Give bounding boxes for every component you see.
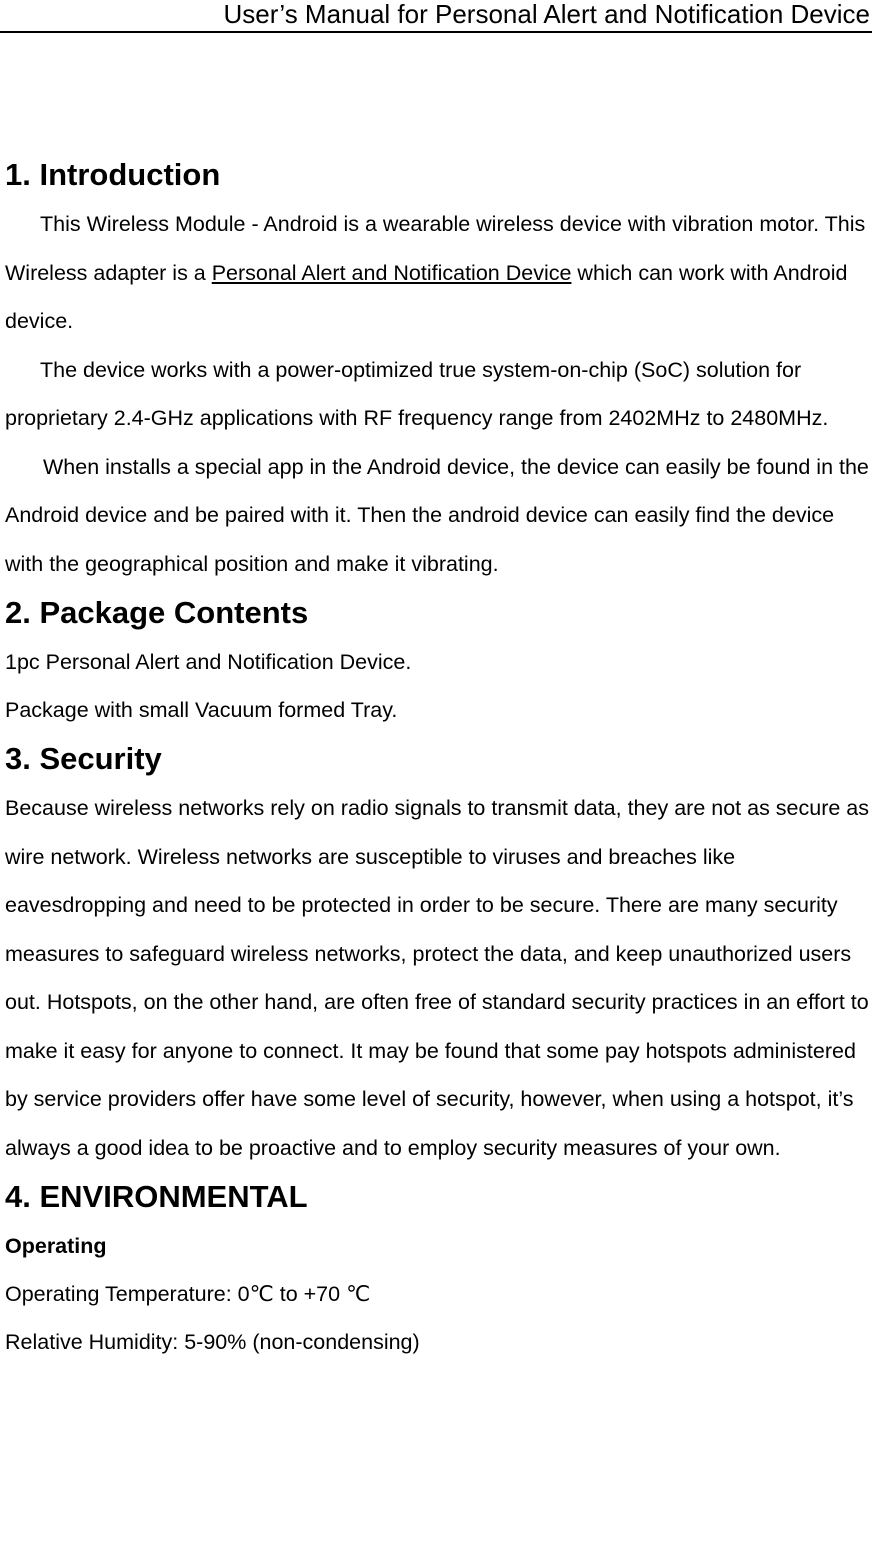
intro-text-b: which can work with Android device.: [5, 260, 848, 333]
intro-paragraph-1: [5, 200, 869, 346]
package-item: 1pc Personal Alert and Notification Device.: [5, 650, 412, 674]
intro-paragraph-2: The device works with a power-optimized true system-on-chip (SoC) solution for proprietary 2.4-GHz applications with RF frequency range from 2402MHz to 2480MHz.: [5, 357, 829, 430]
operating-subheading: Operating: [5, 1234, 107, 1258]
document-body: [5, 150, 869, 1366]
product-name-link: Personal Alert and Notification Device: [211, 260, 572, 285]
document-title: User’s Manual for Personal Alert and Notification Device: [223, 0, 870, 29]
section-package-contents: [5, 588, 869, 734]
section-heading-introduction: 1. Introduction: [5, 157, 221, 192]
package-item: Package with small Vacuum formed Tray.: [5, 698, 398, 722]
intro-paragraph-3: When installs a special app in the Android device, the device can easily be found in the Android device and be paired with it. Then the android device can easily find the device with the geographical position and make it vibrating.: [5, 454, 869, 576]
section-environmental: [5, 1172, 869, 1366]
relative-humidity: Relative Humidity: 5-90% (non-condensing): [5, 1330, 420, 1354]
section-heading-environmental: 4. ENVIRONMENTAL: [5, 1179, 308, 1214]
intro-text-a: This Wireless Module - Android is a wearable wireless device with vibration motor. This Wireless adapter is a: [5, 212, 866, 285]
section-security: [5, 734, 869, 1172]
security-paragraph: Because wireless networks rely on radio signals to transmit data, they are not as secure as wire network. Wireless networks are susceptible to viruses and breaches like eavesdropping and need to be protected in order to be secure. There are many security measures to safeguard wireless networks, protect the data, and keep unauthorized users out. Hotspots, on the other hand, are often free of standard security practices in an effort to make it easy for anyone to connect. It may be found that some pay hotspots administered by service providers offer have some level of security, however, when using a hotspot, it’s always a good idea to be proactive and to employ security measures of your own.: [5, 796, 869, 1160]
section-heading-security: 3. Security: [5, 741, 162, 776]
section-introduction: [5, 150, 869, 588]
page-header: [0, 0, 872, 33]
operating-temperature: Operating Temperature: 0℃ to +70 ℃: [5, 1282, 371, 1306]
section-heading-package: 2. Package Contents: [5, 595, 309, 630]
